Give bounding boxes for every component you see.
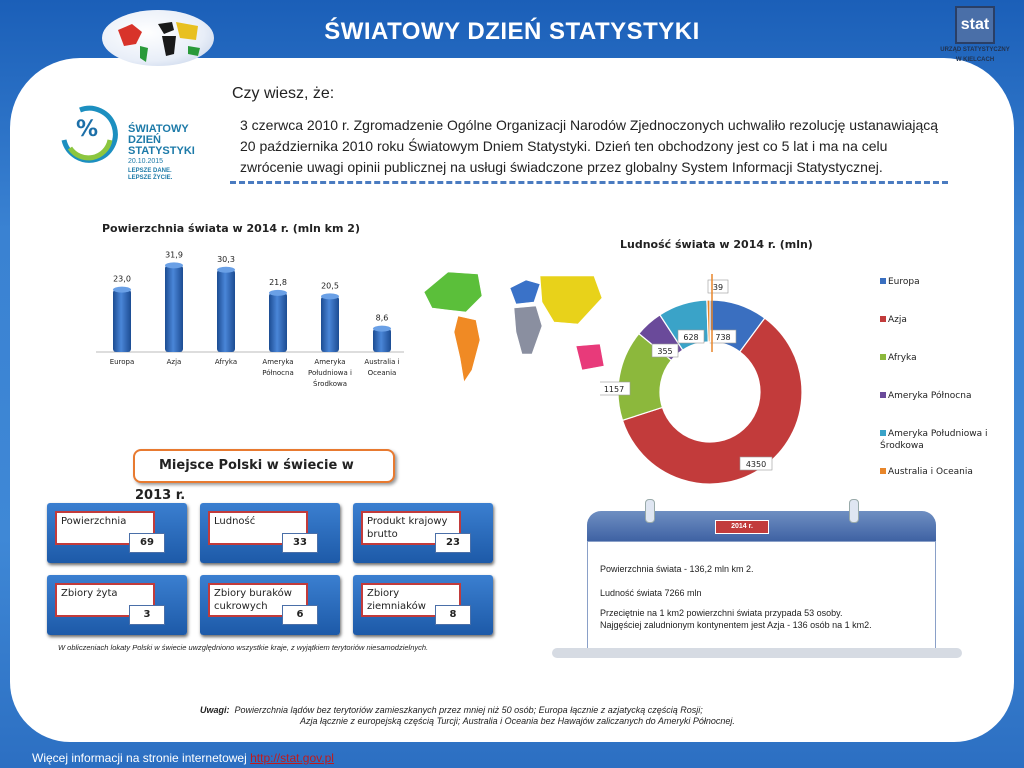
- notes-line-2: Azja łącznie z europejską częścią Turcji; Australia i Oceania bez Hawajów zaliczanych do Ameryki Północnej.: [300, 716, 735, 726]
- footer-link[interactable]: http://stat.gov.pl: [250, 751, 334, 765]
- rank-label: Zbiory buraków cukrowych: [208, 583, 308, 617]
- svg-text:4350: 4350: [745, 460, 767, 469]
- bar-cap: [269, 290, 287, 296]
- bar-group: [165, 250, 183, 366]
- footer: [32, 751, 334, 765]
- world-statistics-day-logo: [50, 90, 200, 190]
- donut-value-label: [652, 344, 678, 357]
- svg-text:355: 355: [657, 347, 673, 356]
- rank-card-population: [200, 503, 340, 563]
- bar-group: [308, 281, 352, 388]
- donut-value-label: [740, 457, 772, 470]
- bar-cap: [217, 267, 235, 273]
- legend-item: [880, 352, 1000, 364]
- bar-category-label: Północna: [262, 369, 294, 377]
- legend-item: [880, 314, 1000, 326]
- rank-value: 3: [129, 605, 165, 625]
- bar-category-label: Afryka: [214, 358, 238, 366]
- donut-value-label: [678, 330, 704, 343]
- legend-item: [880, 428, 1000, 452]
- ranking-title: Miejsce Polski w świecie w 2013 r.: [133, 449, 395, 483]
- gus-logo-mark: stat: [955, 6, 995, 44]
- rank-card-sugar-beet: [200, 575, 340, 635]
- legend-swatch: [880, 468, 886, 474]
- bar-cap: [113, 287, 131, 293]
- bar-value-label: 30,3: [217, 254, 235, 264]
- summary-line-3: Przeciętnie na 1 km2 powierzchni świata przypada 53 osoby.: [600, 608, 843, 618]
- svg-text:%: %: [76, 117, 99, 142]
- notes-label: Uwagi:: [200, 705, 230, 715]
- legend-label: Europa: [888, 277, 920, 287]
- gus-name-line-1: URZĄD STATYSTYCZNY: [940, 47, 1010, 53]
- bar-value-label: 20,5: [321, 281, 339, 291]
- rank-value: 33: [282, 533, 318, 553]
- summary-line-1: Powierzchnia świata - 136,2 mln km 2.: [600, 564, 754, 574]
- rank-card-rye: [47, 575, 187, 635]
- population-donut-chart: [600, 252, 820, 492]
- calendar-ring-icon: [849, 499, 859, 523]
- page-title: ŚWIATOWY DZIEŃ STATYSTYKI: [324, 18, 700, 45]
- bar-category-label: Ameryka: [262, 358, 294, 366]
- calendar-body: [587, 541, 936, 649]
- bar: [321, 296, 339, 352]
- legend-item: [880, 276, 1000, 288]
- bar: [373, 329, 391, 352]
- bar-category-label: Oceania: [367, 369, 397, 377]
- rank-label: Ludność: [208, 511, 308, 545]
- svg-text:628: 628: [683, 333, 699, 342]
- rank-card-gdp: [353, 503, 493, 563]
- bar-category-label: Ameryka: [314, 358, 346, 366]
- bar: [217, 270, 235, 352]
- legend-swatch: [880, 354, 886, 360]
- calendar-shadow: [552, 648, 962, 658]
- donut-value-label: [708, 280, 728, 293]
- bar-category-label: Południowa i: [308, 369, 352, 377]
- rank-label: Zbiory żyta: [55, 583, 155, 617]
- logo-title-line-2: DZIEŃ: [128, 134, 161, 146]
- legend-label: Azja: [888, 315, 907, 325]
- summary-calendar: [587, 511, 936, 649]
- bar-value-label: 31,9: [165, 250, 183, 260]
- legend-item: [880, 466, 1000, 478]
- bar-category-label: Australia i: [364, 358, 400, 366]
- ranking-note: W obliczeniach lokaty Polski w świecie uwzględniono wszystkie kraje, z wyjątkiem terytoriów niesamodzielnych.: [58, 643, 429, 652]
- donut-value-label: [600, 382, 630, 395]
- logo-title-line-1: ŚWIATOWY: [128, 123, 189, 135]
- world-map: [418, 262, 610, 392]
- summary-year: 2014 r.: [715, 520, 769, 534]
- legend-swatch: [880, 278, 886, 284]
- bar-category-label: Środkowa: [313, 380, 347, 388]
- summary-line-4: Najgęściej zaludnionym kontynentem jest Azja - 136 osób na 1 km2.: [600, 620, 872, 630]
- legend-label: Afryka: [888, 353, 917, 363]
- gus-name-line-2: W KIELCACH: [955, 57, 995, 63]
- gus-logo: [940, 6, 1010, 68]
- calendar-ring-icon: [645, 499, 655, 523]
- legend-swatch: [880, 316, 886, 322]
- summary-line-2: Ludność świata 7266 mln: [600, 588, 702, 598]
- bar-cap: [373, 326, 391, 332]
- rank-value: 69: [129, 533, 165, 553]
- rank-value: 8: [435, 605, 471, 625]
- legend-label: Australia i Oceania: [888, 467, 973, 477]
- rank-card-area: [47, 503, 187, 563]
- donut-chart-title: Ludność świata w 2014 r. (mln): [620, 238, 813, 251]
- bar: [269, 293, 287, 352]
- svg-text:1157: 1157: [603, 385, 625, 394]
- bar-group: [364, 314, 399, 377]
- legend-swatch: [880, 430, 886, 436]
- footer-text: Więcej informacji na stronie internetowej: [32, 751, 247, 765]
- legend-label: Ameryka Północna: [888, 391, 972, 401]
- legend-label: Środkowa: [880, 441, 924, 451]
- bar: [165, 265, 183, 352]
- bar-value-label: 23,0: [113, 274, 131, 284]
- logo-title-line-3: STATYSTYKI: [128, 145, 195, 157]
- bar: [113, 290, 131, 352]
- svg-text:39: 39: [712, 283, 724, 292]
- bar-category-label: Azja: [166, 358, 182, 366]
- bar-group: [215, 255, 237, 366]
- intro-fact: 3 czerwca 2010 r. Zgromadzenie Ogólne Organizacji Narodów Zjednoczonych uchwaliło rezolucję ustanawiającą 20 października 2010 roku Światowym Dniem Statystyki. Dzień ten obchodzony jest co 5 lat i ma na celu zwrócenie uwagi opinii publicznej na usługi świadczone przez globalny System Informacji Statystycznej.: [240, 117, 939, 175]
- donut-value-label: [710, 330, 736, 343]
- bar-value-label: 8,6: [375, 313, 389, 323]
- rank-label: Powierzchnia: [55, 511, 155, 545]
- rank-value: 6: [282, 605, 318, 625]
- area-bar-chart: [92, 240, 412, 400]
- rank-label: Produkt krajowy brutto: [361, 511, 461, 545]
- logo-date: 20.10.2015: [128, 158, 164, 165]
- rank-label: Zbiory ziemniaków: [361, 583, 461, 617]
- legend-label: Ameryka Południowa i: [888, 429, 988, 439]
- notes-line-1: Powierzchnia lądów bez terytoriów zamieszkanych przez mniej niż 50 osób; Europa łącznie z azjatycką częścią Rosji;: [234, 705, 703, 715]
- svg-text:738: 738: [715, 333, 731, 342]
- bar-cap: [165, 262, 183, 268]
- legend-item: [880, 390, 1000, 402]
- bar-chart-title: Powierzchnia świata w 2014 r. (mln km 2): [102, 222, 360, 235]
- rank-card-potato: [353, 575, 493, 635]
- bar-cap: [321, 293, 339, 299]
- logo-slogan-2: LEPSZE ŻYCIE.: [128, 175, 173, 181]
- rank-value: 23: [435, 533, 471, 553]
- intro-question: Czy wiesz, że:: [232, 85, 335, 102]
- legend-swatch: [880, 392, 886, 398]
- logo-slogan-1: LEPSZE DANE.: [128, 168, 172, 174]
- divider: [230, 181, 948, 184]
- bar-value-label: 21,8: [269, 277, 287, 287]
- notes: [200, 705, 800, 727]
- percent-icon: [50, 94, 130, 174]
- bar-category-label: Europa: [109, 358, 135, 366]
- bar-group: [262, 278, 294, 377]
